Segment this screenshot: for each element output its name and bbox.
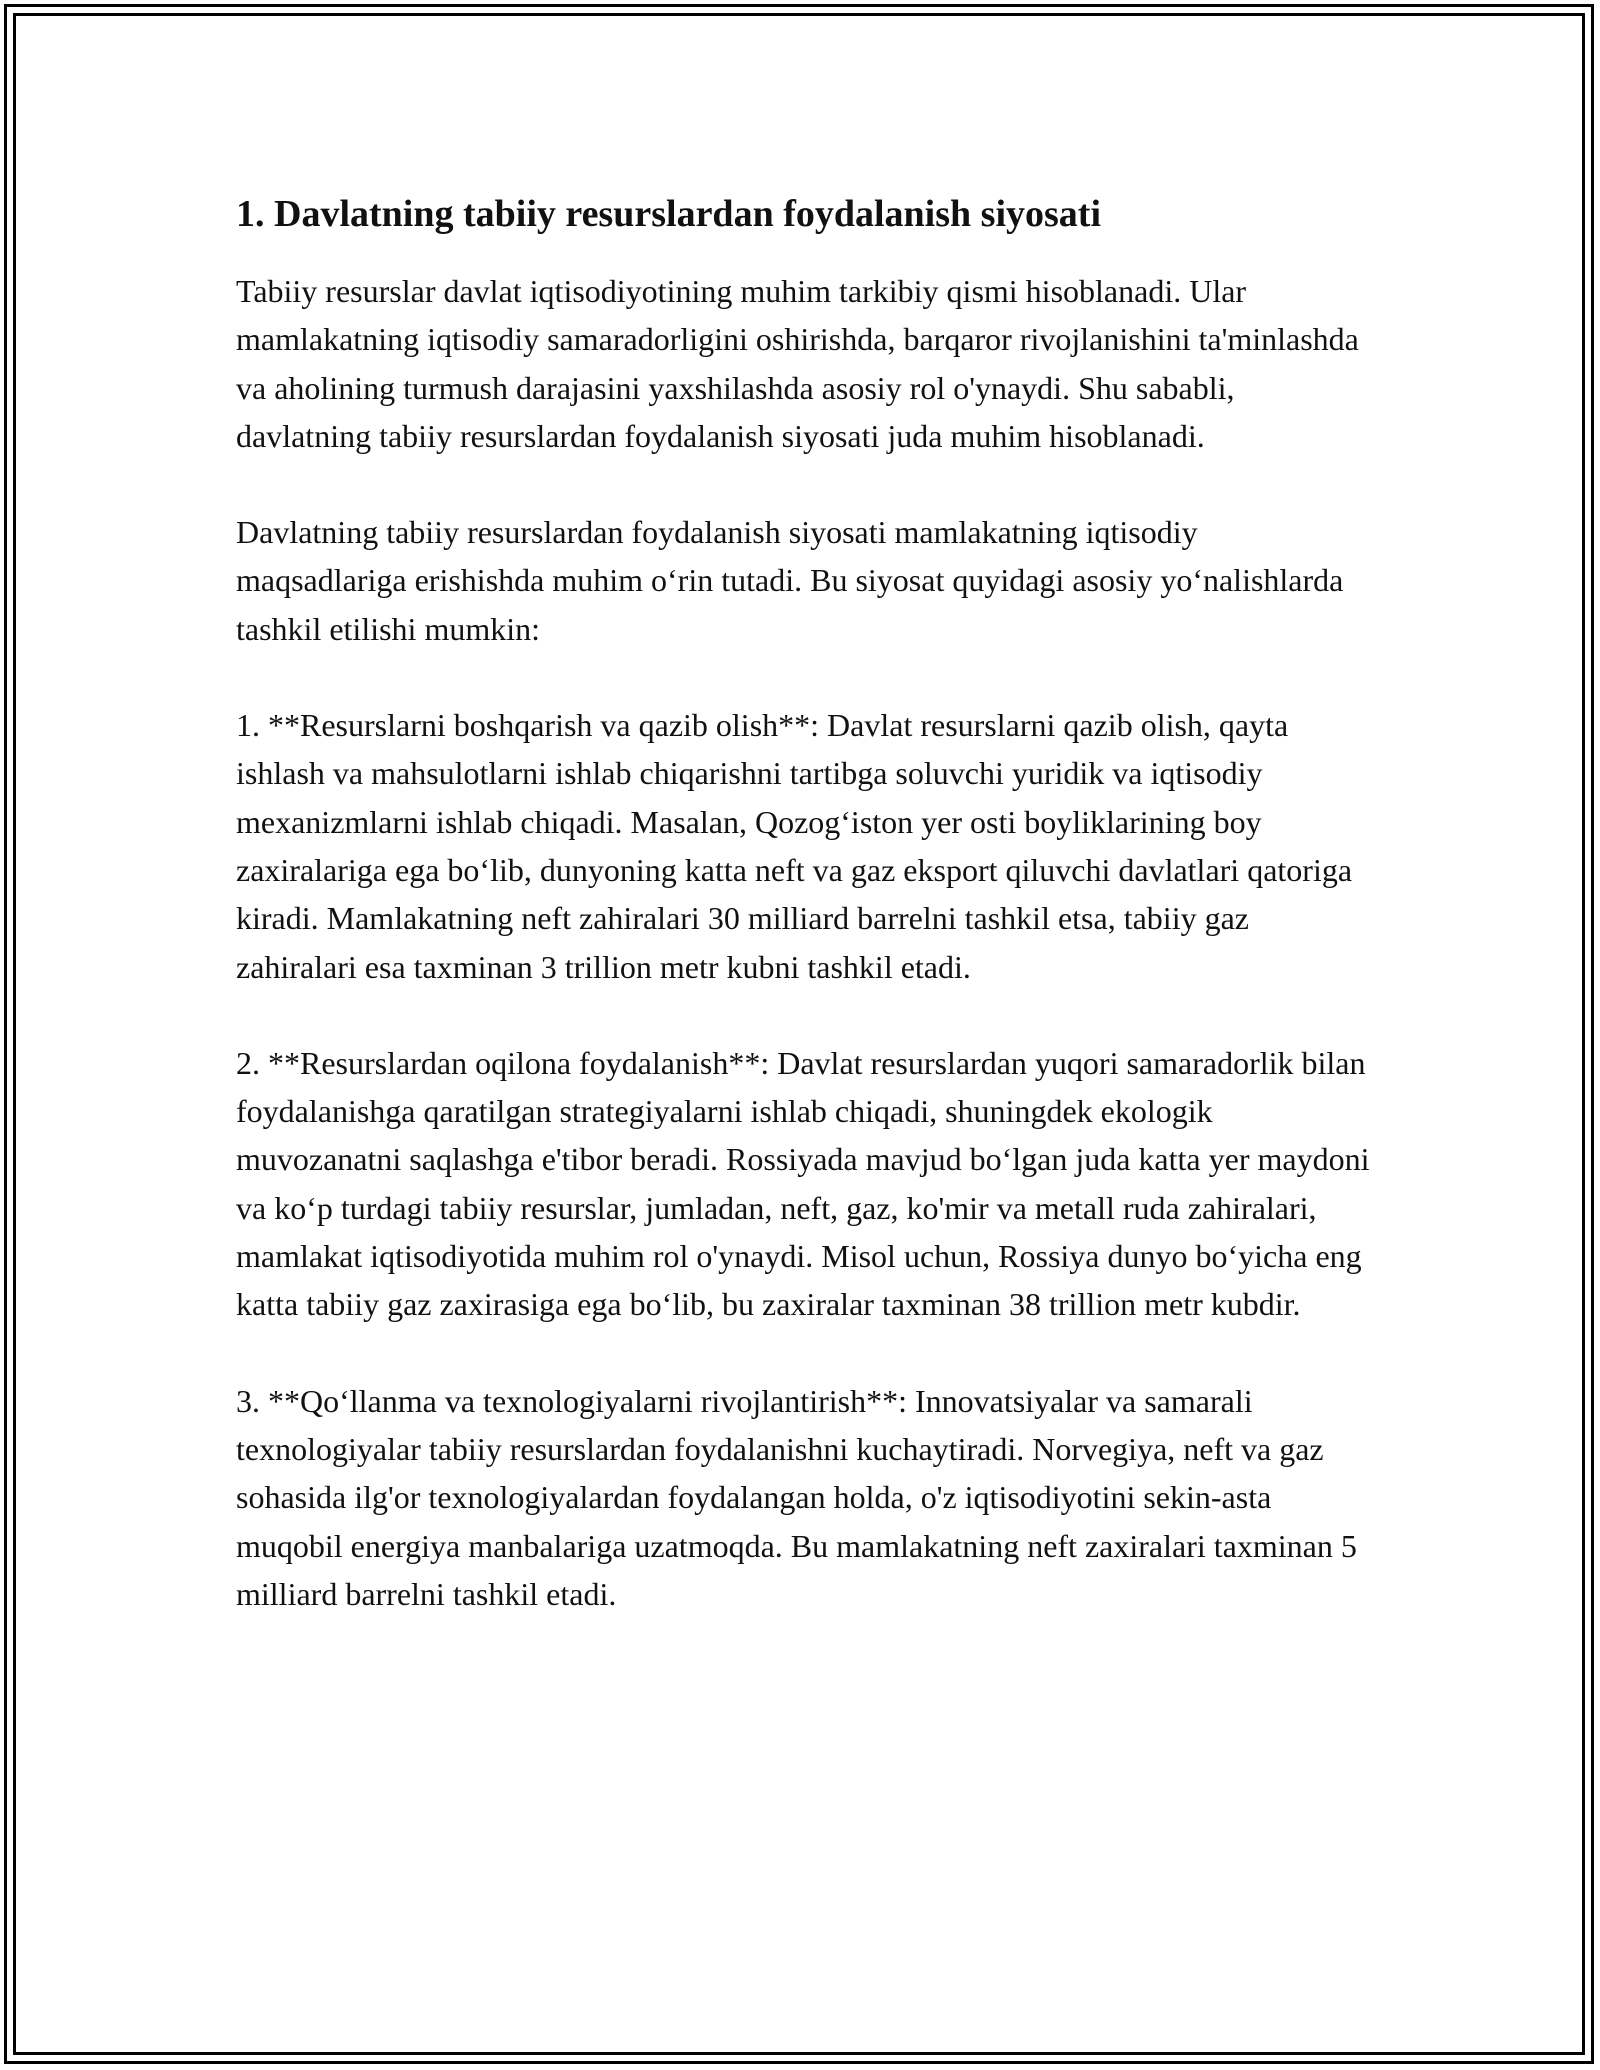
technology-development-item: 3. **Qo‘llanma va texnologiyalarni rivojlantirish**: Innovatsiyalar va samarali texnologiyalar tabiiy resurslardan foydalanishni kuchaytiradi. Norvegiya, neft va gaz sohasida ilg'or texnologiyalardan foydalangan holda, o'z iqtisodiyotini sekin-asta muqobil energiya manbalariga uzatmoqda. Bu mamlakatning neft zaxiralari taxminan 5 milliard barrelni tashkil etadi. — [236, 1382, 1357, 1612]
intro-paragraph: Tabiiy resurslar davlat iqtisodiyotining muhim tarkibiy qismi hisoblanadi. Ular mamlakatning iqtisodiy samaradorligini oshirishda, barqaror rivojlanishini ta'minlashda va aholining turmush darajasini yaxshilashda asosiy rol o'ynaydi. Shu sababli, davlatning tabiiy resurslardan foydalanish siyosati juda muhim hisoblanadi. — [236, 273, 1359, 454]
document-title: 1. Davlatning tabiiy resurslardan foydalanish siyosati — [236, 193, 1102, 235]
document-body — [236, 188, 1376, 1618]
resource-management-item: 1. **Resurslarni boshqarish va qazib olish**: Davlat resurslarni qazib olish, qayta ishlash va mahsulotlarni ishlab chiqarishni tartibga soluvchi yuridik va iqtisodiy mexanizmlarni ishlab chiqadi. Masalan, Qozog‘iston yer osti boyliklarining boy zaxiralariga ega bo‘lib, dunyoning katta neft va gaz eksport qiluvchi davlatlari qatoriga kiradi. Mamlakatning neft zahiralari 30 milliard barrelni tashkil etsa, tabiiy gaz zahiralari esa taxminan 3 trillion metr kubni tashkil etadi. — [236, 707, 1353, 985]
policy-directions-paragraph: Davlatning tabiiy resurslardan foydalanish siyosati mamlakatning iqtisodiy maqsadlariga erishishda muhim o‘rin tutadi. Bu siyosat quyidagi asosiy yo‘nalishlarda tashkil etilishi mumkin: — [236, 514, 1344, 647]
rational-use-item: 2. **Resurslardan oqilona foydalanish**: Davlat resurslardan yuqori samaradorlik bilan foydalanishga qaratilgan strategiyalarni ishlab chiqadi, shuningdek ekologik muvozanatni saqlashga e'tibor beradi. Rossiyada mavjud bo‘lgan juda katta yer maydoni va ko‘p turdagi tabiiy resurslar, jumladan, neft, gaz, ko'mir va metall ruda zahiralari, mamlakat iqtisodiyotida muhim rol o'ynaydi. Misol uchun, Rossiya dunyo bo‘yicha eng katta tabiiy gaz zaxirasiga ega bo‘lib, bu zaxiralar taxminan 38 trillion metr kubdir. — [236, 1044, 1370, 1323]
